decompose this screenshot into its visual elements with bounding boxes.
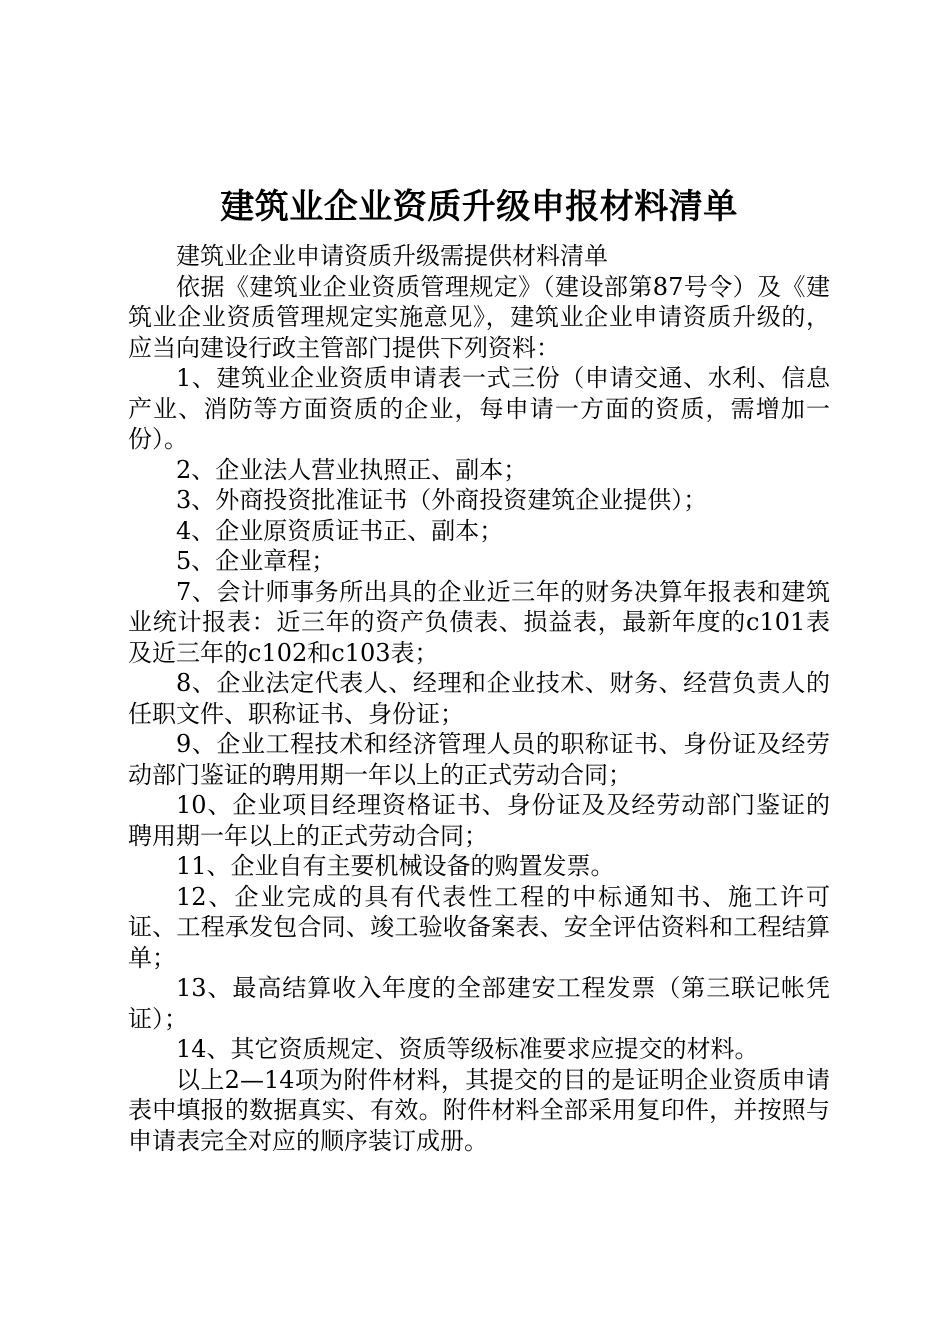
basis-paragraph: 依据《建筑业企业资质管理规定》（建设部第87号令）及《建筑业企业资质管理规定实施意见》，建筑业企业申请资质升级的，应当向建设行政主管部门提供下列资料： [128, 272, 830, 362]
closing-paragraph: 以上2—14项为附件材料，其提交的目的是证明企业资质申请表中填报的数据真实、有效。附件材料全部采用复印件，并按照与申请表完全对应的顺序装订成册。 [128, 1065, 830, 1155]
intro-heading: 建筑业企业申请资质升级需提供材料清单 [176, 242, 608, 270]
list-item-11: 11、企业自有主要机械设备的购置发票。 [176, 852, 615, 880]
list-item-3: 3、外商投资批准证书（外商投资建筑企业提供）； [176, 486, 708, 514]
list-item-1: 1、建筑业企业资质申请表一式三份（申请交通、水利、信息产业、消防等方面资质的企业，每申请一方面的资质，需增加一份）。 [128, 364, 830, 453]
document-title: 建筑业企业资质升级申报材料清单 [220, 187, 738, 227]
document-body [128, 241, 830, 1156]
list-item-13: 13、最高结算收入年度的全部建安工程发票（第三联记帐凭证）； [128, 974, 830, 1033]
list-item-14: 14、其它资质规定、资质等级标准要求应提交的材料。 [176, 1035, 759, 1063]
list-item-7: 7、会计师事务所出具的企业近三年的财务决算年报表和建筑业统计报表：近三年的资产负债表、损益表，最新年度的c101表及近三年的c102和c103表； [128, 577, 830, 667]
list-item-12: 12、企业完成的具有代表性工程的中标通知书、施工许可证、工程承发包合同、竣工验收备案表、安全评估资料和工程结算单； [128, 882, 830, 972]
list-item-9: 9、企业工程技术和经济管理人员的职称证书、身份证及经劳动部门鉴证的聘用期一年以上的正式劳动合同； [128, 730, 830, 789]
list-item-10: 10、企业项目经理资格证书、身份证及及经劳动部门鉴证的聘用期一年以上的正式劳动合同； [128, 791, 830, 850]
list-item-4: 4、企业原资质证书正、副本； [176, 516, 504, 545]
list-item-2: 2、企业法人营业执照正、副本； [176, 455, 528, 484]
document-page [128, 183, 830, 1156]
list-item-8: 8、企业法定代表人、经理和企业技术、财务、经营负责人的任职文件、职称证书、身份证； [128, 669, 830, 728]
list-item-5: 5、企业章程； [176, 547, 336, 575]
